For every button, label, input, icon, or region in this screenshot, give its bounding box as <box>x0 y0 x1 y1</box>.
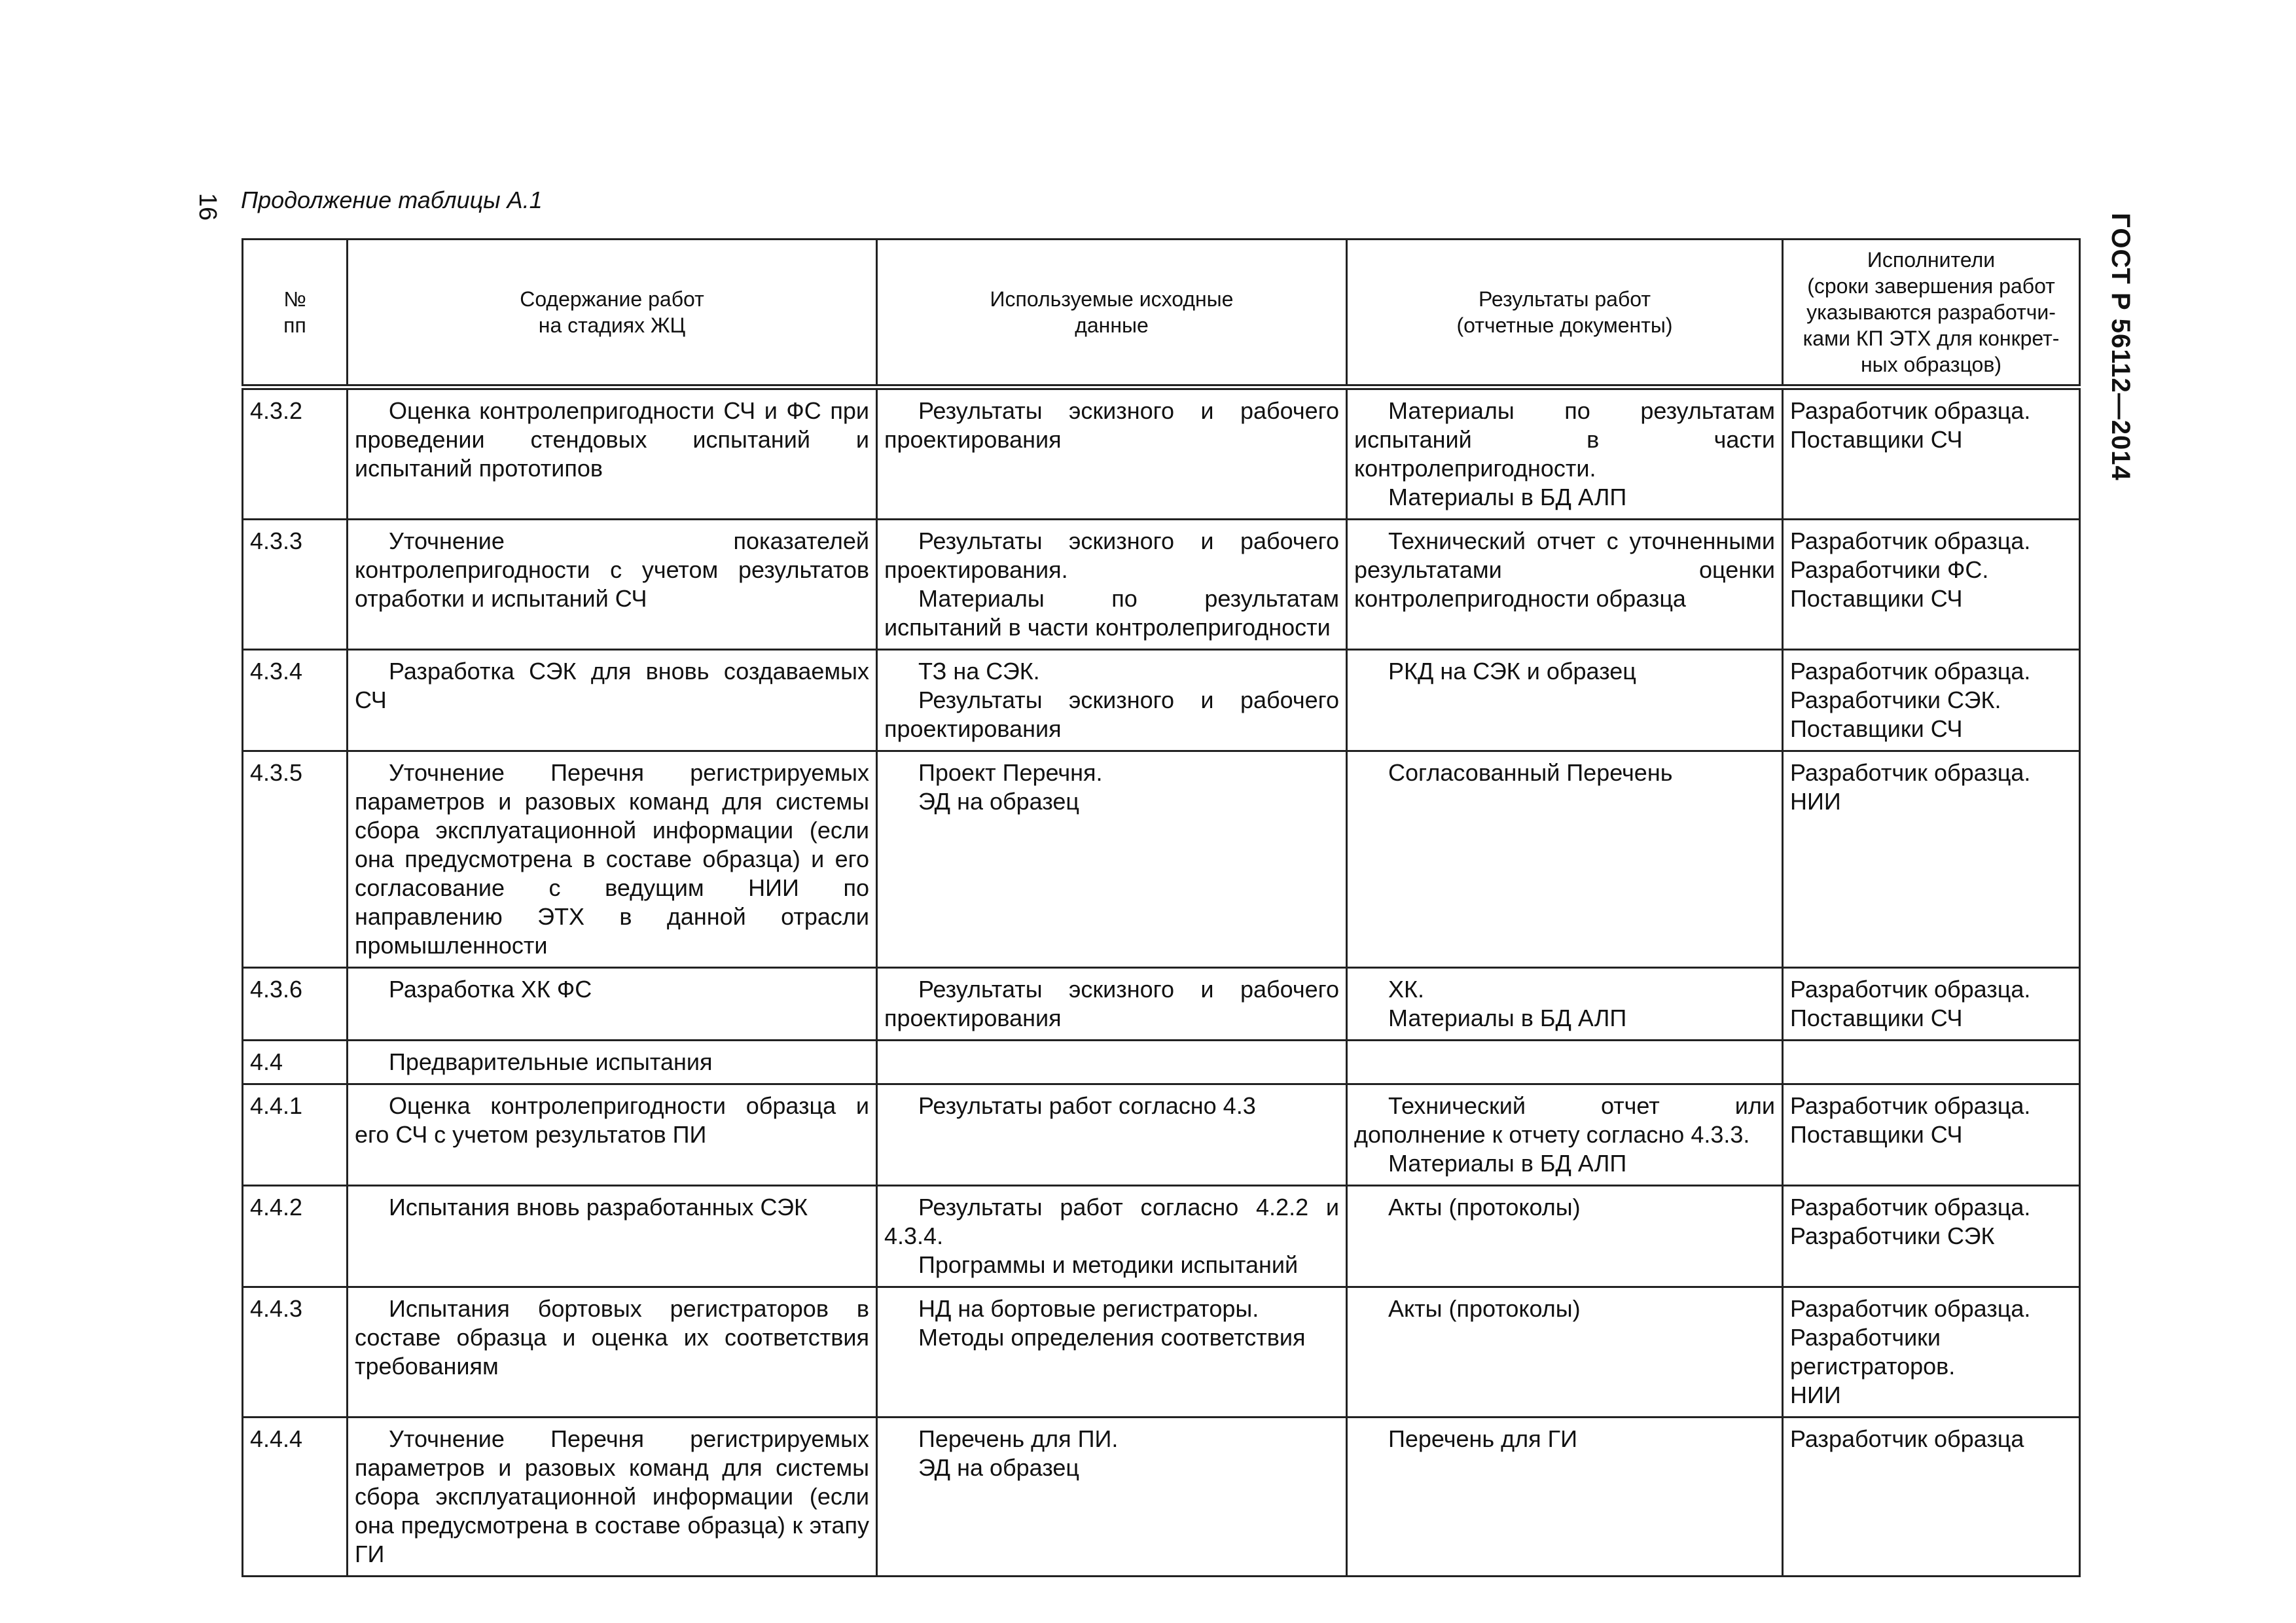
cell-results <box>1347 1041 1783 1084</box>
header-content <box>348 240 877 387</box>
header-executors-line: Исполнители <box>1867 248 1996 272</box>
cell-inputs-paragraph: Результаты эскизного и рабочего проектирования <box>884 976 1339 1031</box>
header-results-line: (отчетные документы) <box>1456 313 1673 337</box>
cell-results <box>1347 1084 1783 1186</box>
header-executors-line: указываются разработчи- <box>1806 300 2056 324</box>
cell-executors-paragraph: Разработчик образца <box>1790 1425 2024 1452</box>
cell-content <box>348 968 877 1041</box>
cell-inputs <box>877 520 1347 650</box>
table-caption: Продолжение таблицы А.1 <box>241 187 543 213</box>
cell-executors-paragraph: Разработчик образца. <box>1790 1295 2031 1322</box>
cell-executors-paragraph: Разработчики регистраторов. <box>1790 1324 1956 1380</box>
cell-content <box>348 520 877 650</box>
table-row <box>243 751 2080 968</box>
cell-executors <box>1783 520 2080 650</box>
cell-inputs <box>877 1084 1347 1186</box>
table-row <box>243 650 2080 751</box>
table-row <box>243 387 2080 520</box>
cell-inputs-paragraph: НД на бортовые регистраторы. <box>918 1295 1259 1322</box>
cell-executors <box>1783 1418 2080 1577</box>
cell-results-paragraph: Материалы в БД АЛП <box>1388 484 1627 510</box>
cell-executors-paragraph: Разработчик образца. <box>1790 1194 2031 1221</box>
row-number: 4.4.2 <box>243 1186 348 1287</box>
row-number: 4.3.6 <box>243 968 348 1041</box>
header-executors-line: ками КП ЭТХ для конкрет- <box>1803 327 2060 350</box>
cell-content <box>348 1418 877 1577</box>
header-inputs-line: Используемые исходные <box>990 287 1234 311</box>
cell-content <box>348 1041 877 1084</box>
table-row <box>243 1287 2080 1418</box>
cell-inputs-paragraph: Материалы по результатам испытаний в части контролепригодности <box>884 585 1339 641</box>
cell-content <box>348 1084 877 1186</box>
cell-inputs-paragraph: ЭД на образец <box>918 788 1079 815</box>
cell-results <box>1347 520 1783 650</box>
cell-executors-paragraph: Поставщики СЧ <box>1790 426 1963 453</box>
cell-inputs-paragraph: Результаты эскизного и рабочего проектирования <box>884 687 1339 742</box>
row-number: 4.3.5 <box>243 751 348 968</box>
cell-inputs <box>877 968 1347 1041</box>
cell-inputs-paragraph: Методы определения соответствия <box>918 1324 1306 1351</box>
cell-content-paragraph: Уточнение показателей контролепригодности с учетом результатов отработки и испытаний СЧ <box>355 527 869 612</box>
cell-results-paragraph: Согласованный Перечень <box>1388 759 1673 786</box>
row-number: 4.4.1 <box>243 1084 348 1186</box>
cell-inputs <box>877 1287 1347 1418</box>
cell-results <box>1347 968 1783 1041</box>
cell-executors-paragraph: Разработчик образца. <box>1790 976 2031 1003</box>
cell-inputs-paragraph: ЭД на образец <box>918 1454 1079 1481</box>
cell-inputs-paragraph: Результаты работ согласно 4.3 <box>918 1092 1256 1119</box>
work-stages-table <box>242 238 2081 1577</box>
cell-content <box>348 387 877 520</box>
cell-executors <box>1783 1287 2080 1418</box>
cell-inputs-paragraph: Перечень для ПИ. <box>918 1425 1119 1452</box>
cell-results <box>1347 387 1783 520</box>
page-number: 16 <box>194 192 221 221</box>
header-executors-line: (сроки завершения работ <box>1807 274 2055 298</box>
cell-executors-paragraph: Разработчик образца. <box>1790 527 2031 554</box>
cell-content <box>348 1287 877 1418</box>
row-number: 4.3.4 <box>243 650 348 751</box>
row-number: 4.4.4 <box>243 1418 348 1577</box>
cell-executors-paragraph: Разработчики ФС. <box>1790 556 1989 583</box>
cell-executors <box>1783 650 2080 751</box>
cell-results <box>1347 751 1783 968</box>
cell-executors <box>1783 1041 2080 1084</box>
table-header-row <box>243 240 2080 387</box>
cell-executors <box>1783 1084 2080 1186</box>
cell-inputs <box>877 650 1347 751</box>
cell-results-paragraph: ХК. <box>1388 976 1424 1003</box>
table-row <box>243 1186 2080 1287</box>
cell-results-paragraph: Материалы в БД АЛП <box>1388 1150 1627 1177</box>
cell-executors-paragraph: НИИ <box>1790 788 1841 815</box>
cell-results <box>1347 1186 1783 1287</box>
cell-results-paragraph: РКД на СЭК и образец <box>1388 658 1636 685</box>
cell-executors-paragraph: Разработчик образца. <box>1790 759 2031 786</box>
header-num <box>243 240 348 387</box>
cell-executors-paragraph: Разработчик образца. <box>1790 397 2031 424</box>
table-row <box>243 1418 2080 1577</box>
cell-content <box>348 650 877 751</box>
header-content-line: на стадиях ЖЦ <box>538 313 686 337</box>
cell-inputs <box>877 751 1347 968</box>
cell-executors <box>1783 387 2080 520</box>
cell-results <box>1347 650 1783 751</box>
cell-executors-paragraph: Поставщики СЧ <box>1790 585 1963 612</box>
cell-inputs-paragraph: ТЗ на СЭК. <box>918 658 1040 685</box>
cell-executors <box>1783 751 2080 968</box>
cell-content-paragraph: Уточнение Перечня регистрируемых параметров и разовых команд для системы сбора эксплуатационной информации (если она предусмотрена в составе образца) и его согласование с ведущим НИИ по направлению ЭТХ в данной отрасли промышленности <box>355 759 869 959</box>
header-num-line: № <box>283 287 306 311</box>
cell-inputs <box>877 1418 1347 1577</box>
header-results <box>1347 240 1783 387</box>
cell-inputs <box>877 387 1347 520</box>
header-executors <box>1783 240 2080 387</box>
cell-content-paragraph: Испытания вновь разработанных СЭК <box>389 1194 808 1221</box>
cell-executors-paragraph: Поставщики СЧ <box>1790 715 1963 742</box>
cell-inputs-paragraph: Результаты эскизного и рабочего проектирования. <box>884 527 1339 583</box>
cell-executors-paragraph: Поставщики СЧ <box>1790 1121 1963 1148</box>
cell-executors-paragraph: Поставщики СЧ <box>1790 1005 1963 1031</box>
cell-results-paragraph: Акты (протоколы) <box>1388 1194 1581 1221</box>
header-results-line: Результаты работ <box>1478 287 1651 311</box>
cell-content-paragraph: Оценка контролепригодности СЧ и ФС при проведении стендовых испытаний и испытаний прототипов <box>355 397 869 482</box>
cell-results-paragraph: Акты (протоколы) <box>1388 1295 1581 1322</box>
table-row <box>243 1041 2080 1084</box>
table-row <box>243 968 2080 1041</box>
cell-executors-paragraph: НИИ <box>1790 1382 1841 1408</box>
cell-results-paragraph: Технический отчет или дополнение к отчету согласно 4.3.3. <box>1354 1092 1775 1148</box>
cell-executors-paragraph: Разработчик образца. <box>1790 658 2031 685</box>
cell-inputs-paragraph: Результаты эскизного и рабочего проектирования <box>884 397 1339 453</box>
row-number: 4.3.3 <box>243 520 348 650</box>
header-content-line: Содержание работ <box>520 287 704 311</box>
cell-results-paragraph: Перечень для ГИ <box>1388 1425 1578 1452</box>
cell-results <box>1347 1418 1783 1577</box>
cell-content-paragraph: Испытания бортовых регистраторов в составе образца и оценка их соответствия требованиям <box>355 1295 869 1380</box>
header-num-line: пп <box>283 313 306 337</box>
cell-inputs-paragraph: Программы и методики испытаний <box>918 1251 1299 1278</box>
cell-results <box>1347 1287 1783 1418</box>
header-executors-line: ных образцов) <box>1860 353 2001 376</box>
cell-results-paragraph: Материалы по результатам испытаний в части контролепригодности. <box>1354 397 1775 482</box>
cell-executors <box>1783 968 2080 1041</box>
cell-content <box>348 1186 877 1287</box>
cell-executors-paragraph: Разработчики СЭК. <box>1790 687 2001 713</box>
table-row <box>243 520 2080 650</box>
table-row <box>243 1084 2080 1186</box>
header-inputs <box>877 240 1347 387</box>
cell-content-paragraph: Оценка контролепригодности образца и его СЧ с учетом результатов ПИ <box>355 1092 869 1148</box>
cell-inputs-paragraph: Результаты работ согласно 4.2.2 и 4.3.4. <box>884 1194 1339 1249</box>
cell-content <box>348 751 877 968</box>
cell-content-paragraph: Предварительные испытания <box>389 1048 713 1075</box>
cell-inputs <box>877 1041 1347 1084</box>
standard-code: ГОСТ Р 56112—2014 <box>2106 213 2135 481</box>
row-number: 4.3.2 <box>243 387 348 520</box>
cell-content-paragraph: Разработка ХК ФС <box>389 976 592 1003</box>
cell-inputs-paragraph: Проект Перечня. <box>918 759 1103 786</box>
cell-executors-paragraph: Разработчик образца. <box>1790 1092 2031 1119</box>
row-number: 4.4.3 <box>243 1287 348 1418</box>
cell-content-paragraph: Разработка СЭК для вновь создаваемых СЧ <box>355 658 869 713</box>
cell-results-paragraph: Технический отчет с уточненными результатами оценки контролепригодности образца <box>1354 527 1775 612</box>
cell-executors-paragraph: Разработчики СЭК <box>1790 1222 1995 1249</box>
cell-inputs <box>877 1186 1347 1287</box>
header-inputs-line: данные <box>1075 313 1149 337</box>
cell-content-paragraph: Уточнение Перечня регистрируемых параметров и разовых команд для системы сбора эксплуатационной информации (если она предусмотрена в составе образца) к этапу ГИ <box>355 1425 869 1567</box>
cell-results-paragraph: Материалы в БД АЛП <box>1388 1005 1627 1031</box>
row-number: 4.4 <box>243 1041 348 1084</box>
cell-executors <box>1783 1186 2080 1287</box>
